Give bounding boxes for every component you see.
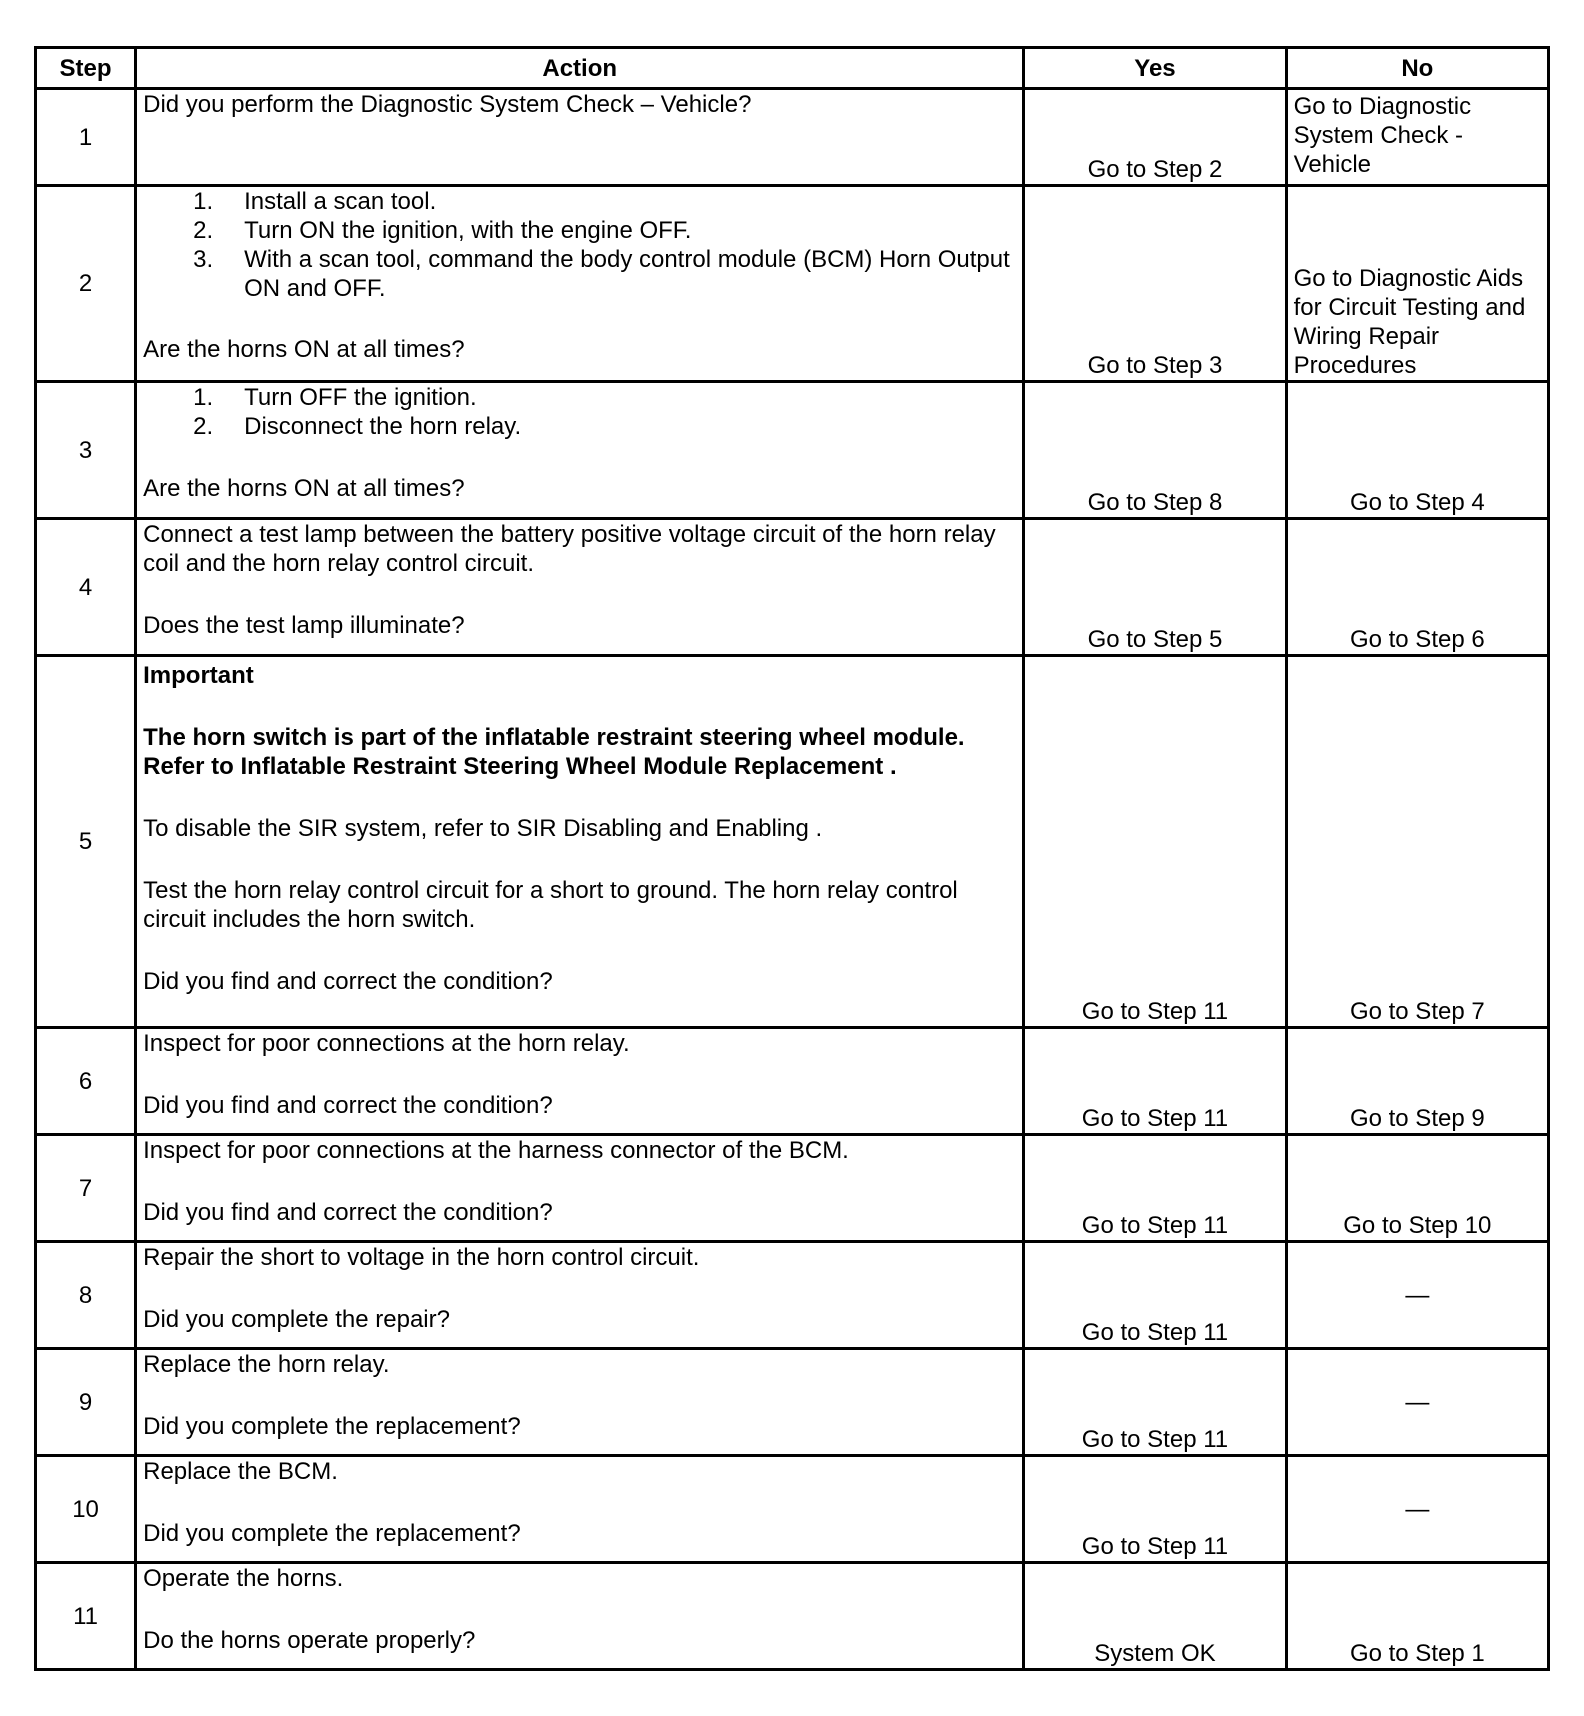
action-text: Inspect for poor connections at the harness connector of the BCM. (143, 1137, 849, 1164)
action-text: Replace the BCM. (143, 1458, 338, 1485)
question-text: Are the horns ON at all times? (143, 336, 465, 363)
action-cell (136, 186, 1024, 382)
instruction-list (143, 187, 1016, 303)
header-row (36, 48, 1549, 89)
list-item: 2. Turn ON the ignition, with the engine OFF. (193, 217, 692, 244)
action-cell (136, 1349, 1024, 1456)
question-text: Did you complete the replacement? (143, 1413, 521, 1440)
action-cell (136, 1563, 1024, 1670)
step-number: 3 (36, 382, 136, 519)
action-cell (136, 1028, 1024, 1135)
no-cell: Go to Step 9 (1286, 1028, 1548, 1135)
diagnostic-table (34, 46, 1550, 1671)
action-text: Did you perform the Diagnostic System Check – Vehicle? (143, 91, 752, 118)
list-item: 3. With a scan tool, command the body control module (BCM) Horn Output ON and OFF. (193, 246, 1010, 302)
table-row (36, 1563, 1549, 1670)
no-cell: Go to Step 10 (1286, 1135, 1548, 1242)
step-number: 5 (36, 656, 136, 1028)
yes-cell: Go to Step 11 (1024, 1028, 1286, 1135)
action-text: Inspect for poor connections at the horn relay. (143, 1030, 630, 1057)
action-text: Repair the short to voltage in the horn control circuit. (143, 1244, 700, 1271)
question-text: Are the horns ON at all times? (143, 475, 465, 502)
no-cell: Go to Diagnostic Aids for Circuit Testing and Wiring Repair Procedures (1286, 186, 1548, 382)
no-cell: Go to Step 1 (1286, 1563, 1548, 1670)
yes-cell: Go to Step 11 (1024, 1242, 1286, 1349)
action-cell (136, 1242, 1024, 1349)
question-text: Did you find and correct the condition? (143, 1092, 553, 1119)
step-number: 2 (36, 186, 136, 382)
question-text: Did you complete the repair? (143, 1306, 450, 1333)
action-cell (136, 656, 1024, 1028)
table-row (36, 1456, 1549, 1563)
action-text: Test the horn relay control circuit for a short to ground. The horn relay control circuit includes the horn switch. (143, 877, 958, 933)
action-text: To disable the SIR system, refer to SIR Disabling and Enabling . (143, 815, 823, 842)
table-row (36, 1135, 1549, 1242)
yes-cell: Go to Step 11 (1024, 1349, 1286, 1456)
no-cell: Go to Step 6 (1286, 519, 1548, 656)
question-text: Do the horns operate properly? (143, 1627, 476, 1654)
yes-cell: Go to Step 11 (1024, 1135, 1286, 1242)
question-text: Did you find and correct the condition? (143, 968, 553, 995)
table-row (36, 1028, 1549, 1135)
step-number: 11 (36, 1563, 136, 1670)
yes-cell: Go to Step 2 (1024, 89, 1286, 186)
step-number: 6 (36, 1028, 136, 1135)
step-number: 4 (36, 519, 136, 656)
header-step: Step (36, 48, 136, 89)
yes-cell: Go to Step 11 (1024, 656, 1286, 1028)
important-title: Important (143, 662, 254, 689)
step-number: 1 (36, 89, 136, 186)
action-text: Operate the horns. (143, 1565, 344, 1592)
table-row (36, 382, 1549, 519)
header-yes: Yes (1024, 48, 1286, 89)
action-text: Connect a test lamp between the battery positive voltage circuit of the horn relay coil and the horn relay control circuit. (143, 521, 996, 577)
header-no: No (1286, 48, 1548, 89)
list-item: 1. Install a scan tool. (193, 188, 437, 215)
table-row (36, 656, 1549, 1028)
list-item: 1. Turn OFF the ignition. (193, 384, 477, 411)
question-text: Did you find and correct the condition? (143, 1199, 553, 1226)
no-cell: Go to Step 4 (1286, 382, 1548, 519)
action-cell (136, 382, 1024, 519)
yes-cell: Go to Step 11 (1024, 1456, 1286, 1563)
step-number: 10 (36, 1456, 136, 1563)
action-cell (136, 89, 1024, 186)
header-action: Action (136, 48, 1024, 89)
table-row (36, 1349, 1549, 1456)
table-row (36, 1242, 1549, 1349)
step-number: 9 (36, 1349, 136, 1456)
no-cell: — (1286, 1242, 1548, 1349)
yes-cell: System OK (1024, 1563, 1286, 1670)
action-cell (136, 1135, 1024, 1242)
instruction-list (143, 383, 1016, 441)
list-item: 2. Disconnect the horn relay. (193, 413, 522, 440)
step-number: 8 (36, 1242, 136, 1349)
question-text: Did you complete the replacement? (143, 1520, 521, 1547)
action-text: Replace the horn relay. (143, 1351, 390, 1378)
step-number: 7 (36, 1135, 136, 1242)
no-cell: Go to Diagnostic System Check - Vehicle (1286, 89, 1548, 186)
yes-cell: Go to Step 5 (1024, 519, 1286, 656)
no-cell: Go to Step 7 (1286, 656, 1548, 1028)
table-row (36, 89, 1549, 186)
table-row (36, 519, 1549, 656)
action-cell (136, 519, 1024, 656)
important-text: The horn switch is part of the inflatable restraint steering wheel module. Refer to Inflatable Restraint Steering Wheel Module Replacement . (143, 724, 965, 780)
yes-cell: Go to Step 3 (1024, 186, 1286, 382)
table-row (36, 186, 1549, 382)
yes-cell: Go to Step 8 (1024, 382, 1286, 519)
action-cell (136, 1456, 1024, 1563)
question-text: Does the test lamp illuminate? (143, 612, 465, 639)
no-cell: — (1286, 1456, 1548, 1563)
no-cell: — (1286, 1349, 1548, 1456)
